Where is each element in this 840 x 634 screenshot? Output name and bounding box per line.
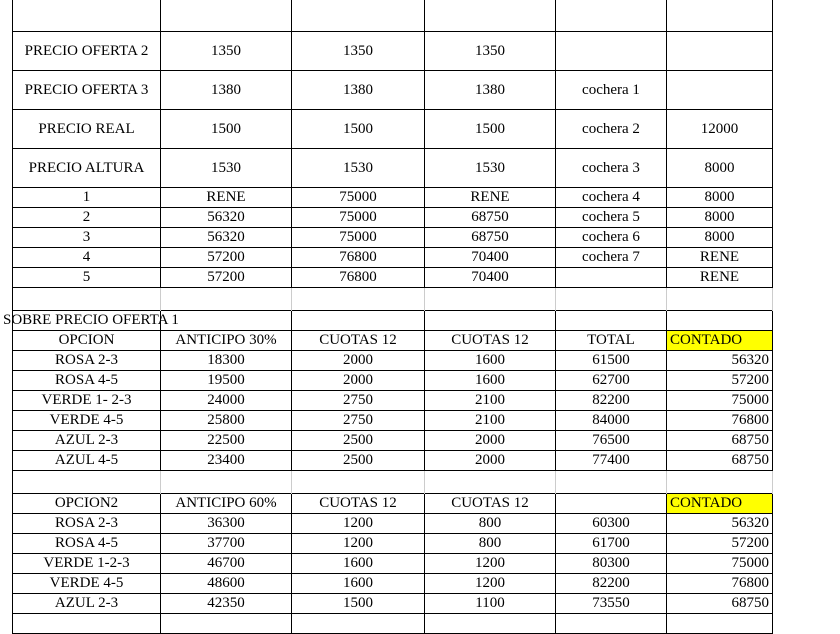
option-cell[interactable]: 1200 <box>292 514 425 534</box>
price-cell[interactable] <box>292 0 425 32</box>
option-cell[interactable]: 76800 <box>667 411 773 431</box>
option-cell[interactable]: 57200 <box>667 534 773 554</box>
option-cell[interactable]: 1200 <box>425 554 556 574</box>
column-header[interactable]: CONTADO <box>667 331 773 351</box>
option-cell[interactable]: ROSA 2-3 <box>13 351 161 371</box>
option-cell[interactable]: 75000 <box>667 554 773 574</box>
price-row <box>13 32 773 71</box>
numbered-cell[interactable]: RENE <box>667 248 773 268</box>
numbered-row <box>13 188 773 208</box>
price-row <box>13 71 773 110</box>
price-cell[interactable] <box>13 0 161 32</box>
option-cell[interactable] <box>13 614 161 634</box>
option-row <box>13 554 773 574</box>
spacer-cell[interactable] <box>556 471 667 494</box>
option-cell[interactable]: 36300 <box>161 514 292 534</box>
numbered-cell[interactable]: 57200 <box>161 248 292 268</box>
empty-cell[interactable] <box>292 311 425 331</box>
option-cell[interactable]: AZUL 2-3 <box>13 431 161 451</box>
option-cell[interactable]: 60300 <box>556 514 667 534</box>
spacer-row <box>13 471 773 494</box>
empty-cell[interactable] <box>556 311 667 331</box>
option-cell[interactable]: 76500 <box>556 431 667 451</box>
option-cell[interactable]: 80300 <box>556 554 667 574</box>
option-row <box>13 574 773 594</box>
price-cell[interactable] <box>556 32 667 71</box>
numbered-cell[interactable]: 2 <box>13 208 161 228</box>
price-cell[interactable]: PRECIO ALTURA <box>13 149 161 188</box>
price-row <box>13 110 773 149</box>
price-cell[interactable] <box>667 71 773 110</box>
price-cell[interactable] <box>667 32 773 71</box>
option-cell[interactable]: ROSA 2-3 <box>13 514 161 534</box>
numbered-cell[interactable]: 1 <box>13 188 161 208</box>
price-cell[interactable]: 1380 <box>425 71 556 110</box>
section-title: SOBRE PRECIO OFERTA 1 <box>3 312 179 328</box>
column-header[interactable]: CUOTAS 12 <box>425 331 556 351</box>
numbered-row <box>13 208 773 228</box>
option-cell[interactable]: 2500 <box>292 451 425 471</box>
option-cell[interactable]: 2000 <box>425 451 556 471</box>
option-cell[interactable]: 23400 <box>161 451 292 471</box>
numbered-cell[interactable]: 75000 <box>292 228 425 248</box>
price-cell[interactable]: 1500 <box>425 110 556 149</box>
section-title-cell[interactable] <box>3 311 179 331</box>
option-cell[interactable]: VERDE 1- 2-3 <box>13 391 161 411</box>
price-cell[interactable] <box>425 0 556 32</box>
price-cell[interactable]: 1350 <box>425 32 556 71</box>
option-cell[interactable] <box>425 614 556 634</box>
price-cell[interactable]: PRECIO REAL <box>13 110 161 149</box>
header-row <box>13 494 773 514</box>
option-cell[interactable]: 37700 <box>161 534 292 554</box>
numbered-cell[interactable]: cochera 6 <box>556 228 667 248</box>
price-cell[interactable]: 1530 <box>292 149 425 188</box>
option-row <box>13 411 773 431</box>
option-row <box>13 451 773 471</box>
option-cell[interactable]: 800 <box>425 514 556 534</box>
option-cell[interactable]: VERDE 4-5 <box>13 411 161 431</box>
option-cell[interactable]: 2500 <box>292 431 425 451</box>
price-cell[interactable]: 1380 <box>292 71 425 110</box>
numbered-cell[interactable]: 76800 <box>292 248 425 268</box>
price-cell[interactable]: 1500 <box>292 110 425 149</box>
price-cell[interactable]: PRECIO OFERTA 2 <box>13 32 161 71</box>
price-cell[interactable] <box>556 0 667 32</box>
price-cell[interactable]: 1530 <box>161 149 292 188</box>
numbered-cell[interactable]: 68750 <box>425 208 556 228</box>
price-cell[interactable]: 1500 <box>161 110 292 149</box>
numbered-cell[interactable]: 56320 <box>161 228 292 248</box>
option-cell[interactable]: 82200 <box>556 391 667 411</box>
option-cell[interactable]: 61500 <box>556 351 667 371</box>
spacer-cell[interactable] <box>425 288 556 311</box>
option-row <box>13 391 773 411</box>
column-header[interactable] <box>556 494 667 514</box>
spacer-cell[interactable] <box>13 288 161 311</box>
numbered-cell[interactable]: 57200 <box>161 268 292 288</box>
price-cell[interactable]: 12000 <box>667 110 773 149</box>
option-cell[interactable]: 84000 <box>556 411 667 431</box>
header-row <box>13 331 773 351</box>
price-cell[interactable]: 1350 <box>292 32 425 71</box>
numbered-cell[interactable]: cochera 4 <box>556 188 667 208</box>
price-row <box>13 0 773 32</box>
numbered-cell[interactable]: 3 <box>13 228 161 248</box>
price-cell[interactable]: cochera 1 <box>556 71 667 110</box>
option-cell[interactable] <box>667 614 773 634</box>
numbered-cell[interactable]: RENE <box>161 188 292 208</box>
option-row <box>13 514 773 534</box>
option-cell[interactable]: VERDE 1-2-3 <box>13 554 161 574</box>
option-cell[interactable]: 2000 <box>292 371 425 391</box>
spacer-cell[interactable] <box>425 471 556 494</box>
numbered-cell[interactable]: 8000 <box>667 228 773 248</box>
column-header[interactable]: TOTAL <box>556 331 667 351</box>
option-cell[interactable]: 76800 <box>667 574 773 594</box>
spacer-row <box>13 288 773 311</box>
option-cell[interactable]: 1600 <box>425 371 556 391</box>
option-cell[interactable]: 48600 <box>161 574 292 594</box>
option-cell[interactable]: AZUL 2-3 <box>13 594 161 614</box>
option-cell[interactable]: 61700 <box>556 534 667 554</box>
price-cell[interactable] <box>667 0 773 32</box>
spacer-cell[interactable] <box>292 288 425 311</box>
option-cell[interactable]: 1600 <box>292 574 425 594</box>
empty-cell[interactable] <box>425 311 556 331</box>
column-header[interactable]: CUOTAS 12 <box>292 494 425 514</box>
option-cell[interactable]: 1100 <box>425 594 556 614</box>
option-cell[interactable]: 46700 <box>161 554 292 574</box>
option-cell[interactable]: 82200 <box>556 574 667 594</box>
numbered-cell[interactable]: 70400 <box>425 268 556 288</box>
spacer-cell[interactable] <box>292 471 425 494</box>
option-cell[interactable]: 75000 <box>667 391 773 411</box>
numbered-row <box>13 268 773 288</box>
option-row <box>13 534 773 554</box>
option-row <box>13 431 773 451</box>
column-header[interactable]: OPCION2 <box>13 494 161 514</box>
price-cell[interactable]: 1380 <box>161 71 292 110</box>
option-cell[interactable]: 1200 <box>425 574 556 594</box>
numbered-cell[interactable]: 68750 <box>425 228 556 248</box>
spacer-cell[interactable] <box>13 471 161 494</box>
section-title-row <box>13 311 773 331</box>
option-cell[interactable]: 56320 <box>667 351 773 371</box>
option-cell[interactable]: 56320 <box>667 514 773 534</box>
column-header[interactable]: CONTADO <box>667 494 773 514</box>
option-cell[interactable]: 800 <box>425 534 556 554</box>
numbered-cell[interactable]: 75000 <box>292 188 425 208</box>
option-cell[interactable]: 25800 <box>161 411 292 431</box>
option-cell[interactable]: 18300 <box>161 351 292 371</box>
option-cell[interactable]: 2000 <box>425 431 556 451</box>
price-cell[interactable]: cochera 3 <box>556 149 667 188</box>
spacer-cell[interactable] <box>161 471 292 494</box>
column-header[interactable]: ANTICIPO 30% <box>161 331 292 351</box>
column-header[interactable]: ANTICIPO 60% <box>161 494 292 514</box>
price-cell[interactable]: cochera 2 <box>556 110 667 149</box>
option-cell[interactable]: 19500 <box>161 371 292 391</box>
option-cell[interactable]: 2100 <box>425 411 556 431</box>
price-cell[interactable]: PRECIO OFERTA 3 <box>13 71 161 110</box>
numbered-cell[interactable]: cochera 7 <box>556 248 667 268</box>
option-row <box>13 351 773 371</box>
option-cell[interactable]: ROSA 4-5 <box>13 534 161 554</box>
spreadsheet <box>3 0 772 634</box>
price-row <box>13 149 773 188</box>
option-row <box>13 371 773 391</box>
spacer-cell[interactable] <box>556 288 667 311</box>
numbered-cell[interactable]: RENE <box>667 268 773 288</box>
option-cell[interactable] <box>556 614 667 634</box>
spacer-cell[interactable] <box>161 288 292 311</box>
price-cell[interactable]: 1530 <box>425 149 556 188</box>
spacer-cell[interactable] <box>667 288 773 311</box>
numbered-cell[interactable]: 8000 <box>667 188 773 208</box>
option-row <box>13 594 773 614</box>
price-cell[interactable] <box>161 0 292 32</box>
option-cell[interactable]: 42350 <box>161 594 292 614</box>
price-cell[interactable]: 1350 <box>161 32 292 71</box>
option-cell[interactable]: 1600 <box>292 554 425 574</box>
numbered-cell[interactable]: 76800 <box>292 268 425 288</box>
numbered-row <box>13 228 773 248</box>
column-header[interactable]: CUOTAS 12 <box>425 494 556 514</box>
option-cell[interactable]: 2750 <box>292 391 425 411</box>
option-cell[interactable]: 2100 <box>425 391 556 411</box>
numbered-cell[interactable]: 75000 <box>292 208 425 228</box>
numbered-cell[interactable]: cochera 5 <box>556 208 667 228</box>
price-table <box>3 0 773 634</box>
option-cell[interactable]: 68750 <box>667 594 773 614</box>
option-cell[interactable]: AZUL 4-5 <box>13 451 161 471</box>
option-cell[interactable]: 2750 <box>292 411 425 431</box>
option-cell[interactable]: ROSA 4-5 <box>13 371 161 391</box>
option-cell[interactable]: 1200 <box>292 534 425 554</box>
column-header[interactable]: OPCION <box>13 331 161 351</box>
numbered-cell[interactable]: 5 <box>13 268 161 288</box>
empty-cell[interactable] <box>667 311 773 331</box>
option-cell[interactable]: 62700 <box>556 371 667 391</box>
option-cell[interactable]: 2000 <box>292 351 425 371</box>
column-header[interactable]: CUOTAS 12 <box>292 331 425 351</box>
numbered-row <box>13 248 773 268</box>
numbered-cell[interactable]: 8000 <box>667 208 773 228</box>
option-row <box>13 614 773 634</box>
option-cell[interactable]: 68750 <box>667 451 773 471</box>
option-cell[interactable] <box>292 614 425 634</box>
price-cell[interactable]: 8000 <box>667 149 773 188</box>
option-cell[interactable]: 68750 <box>667 431 773 451</box>
numbered-cell[interactable]: 4 <box>13 248 161 268</box>
numbered-cell[interactable]: 56320 <box>161 208 292 228</box>
option-cell[interactable]: 1600 <box>425 351 556 371</box>
spacer-cell[interactable] <box>667 471 773 494</box>
numbered-cell[interactable]: RENE <box>425 188 556 208</box>
option-cell[interactable]: 1500 <box>292 594 425 614</box>
numbered-cell[interactable] <box>556 268 667 288</box>
option-cell[interactable]: 22500 <box>161 431 292 451</box>
option-cell[interactable]: 57200 <box>667 371 773 391</box>
option-cell[interactable]: 73550 <box>556 594 667 614</box>
option-cell[interactable]: VERDE 4-5 <box>13 574 161 594</box>
option-cell[interactable]: 24000 <box>161 391 292 411</box>
option-cell[interactable] <box>161 614 292 634</box>
numbered-cell[interactable]: 70400 <box>425 248 556 268</box>
empty-cell[interactable] <box>161 311 292 331</box>
option-cell[interactable]: 77400 <box>556 451 667 471</box>
